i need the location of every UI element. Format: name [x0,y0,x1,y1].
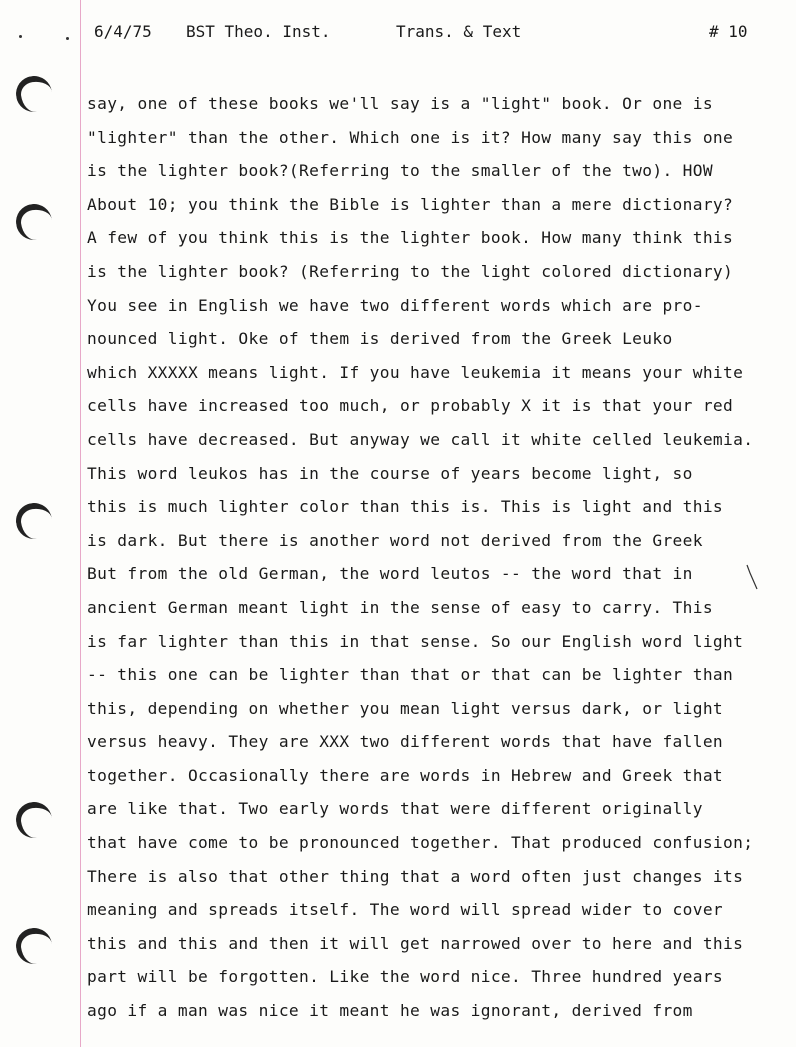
text-line: say, one of these books we'll say is a "light" book. Or one is [87,94,713,113]
text-line: part will be forgotten. Like the word nice. Three hundred years [87,967,724,987]
binder-hole [14,501,55,542]
text-line: But from the old German, the word leutos -- the word that in [87,564,693,584]
text-line: ago if a man was nice it meant he was ignorant, derived from [87,1001,693,1021]
text-line: is the lighter book?(Referring to the smaller of the two). HOW [87,161,713,181]
text-line: this and this and then it will get narrowed over to here and this [87,933,744,953]
transcript-body [87,92,767,1033]
text-line: This word leukos has in the course of years become light, so [87,463,693,483]
text-line: ancient German meant light in the sense of easy to carry. This [87,597,713,617]
text-line: cells have decreased. But anyway we call it white celled leukemia. [87,429,754,449]
text-line: A few of you think this is the lighter book. How many think this [87,228,734,248]
text-line: "lighter" than the other. Which one is it? How many say this one [87,127,734,147]
text-line: meaning and spreads itself. The word will spread wider to cover [87,900,724,920]
header-page-number: # 10 [709,22,748,41]
text-line: versus heavy. They are XXX two different words that have fallen [87,732,724,752]
margin-rule [80,0,81,1047]
text-line: which XXXXX means light. If you have leukemia it means your white [87,362,744,382]
text-line: this, depending on whether you mean light versus dark, or light [87,698,724,718]
binder-hole [14,800,55,841]
text-line: nounced light. Oke of them is derived from the Greek Leuko [87,329,673,349]
text-line: is the lighter book? (Referring to the light colored dictionary) [87,261,734,281]
header-date: 6/4/75 [94,22,152,41]
text-line: together. Occasionally there are words in Hebrew and Greek that [87,765,724,785]
text-line: You see in English we have two different words which are pro- [87,295,703,315]
binder-hole [14,202,55,243]
text-line: cells have increased too much, or probably X it is that your red [87,396,734,416]
header-section: Trans. & Text [396,22,522,41]
binder-hole [14,926,55,967]
text-line: is dark. But there is another word not derived from the Greek [87,530,703,550]
text-line: is far lighter than this in that sense. So our English word light [87,631,744,651]
text-line: -- this one can be lighter than that or that can be lighter than [87,665,734,685]
text-line: About 10; you think the Bible is lighter than a mere dictionary? [87,194,734,214]
page-header [0,22,796,46]
text-line: this is much lighter color than this is. This is light and this [87,497,724,517]
margin-check-mark [745,563,759,591]
text-line: There is also that other thing that a word often just changes its [87,866,744,886]
header-institute: BST Theo. Inst. [186,22,331,41]
text-line: that have come to be pronounced together. That produced confusion; [87,833,754,853]
text-line: are like that. Two early words that were different originally [87,799,703,819]
binder-hole [14,74,55,115]
